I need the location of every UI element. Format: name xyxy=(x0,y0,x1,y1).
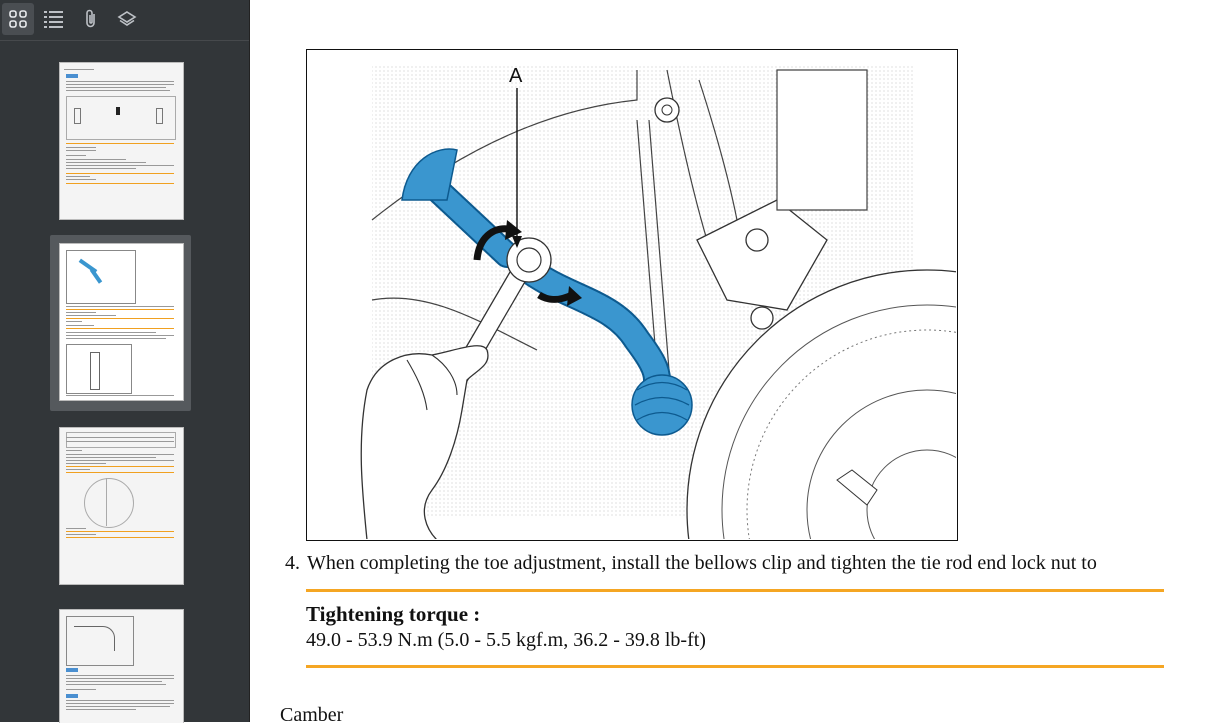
torque-spec-value: 49.0 - 53.9 N.m (5.0 - 5.5 kgf.m, 36.2 - 39.8 lb-ft) xyxy=(306,629,706,651)
spec-top-rule xyxy=(306,589,1164,592)
sidebar-toolbar xyxy=(0,0,249,41)
step-number: 4. xyxy=(285,552,300,574)
layers-view-button[interactable] xyxy=(111,3,143,35)
thumbnails-view-button[interactable] xyxy=(2,3,34,35)
page-thumbnail-2[interactable] xyxy=(59,243,184,401)
tie-rod-adjustment-drawing xyxy=(307,50,956,539)
torque-spec-label: Tightening torque : xyxy=(306,602,481,626)
page-thumbnail-1[interactable] xyxy=(59,62,184,220)
paperclip-icon xyxy=(84,9,98,29)
section-heading-camber: Camber xyxy=(280,704,344,726)
thumbnail-sidebar xyxy=(0,0,250,722)
layers-icon xyxy=(117,10,137,28)
procedure-step-4 xyxy=(285,552,1097,575)
step-text: When completing the toe adjustment, install the bellows clip and tighten the tie rod end lock nut to xyxy=(307,552,1097,574)
attachments-view-button[interactable] xyxy=(75,3,107,35)
spec-bottom-rule xyxy=(306,665,1164,668)
list-icon xyxy=(44,10,64,28)
page-thumbnail-3[interactable] xyxy=(59,427,184,585)
outline-view-button[interactable] xyxy=(38,3,70,35)
grid-icon xyxy=(9,10,27,28)
page-thumbnail-4[interactable] xyxy=(59,609,184,723)
callout-label-a: A xyxy=(509,65,523,87)
tie-rod-illustration xyxy=(306,49,958,541)
